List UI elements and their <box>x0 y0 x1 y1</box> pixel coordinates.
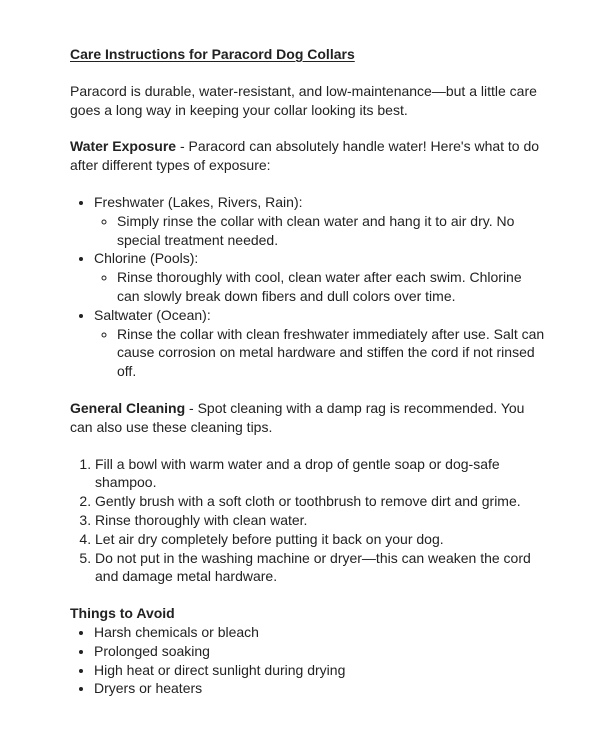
list-item-term: Chlorine (Pools): <box>94 250 199 267</box>
avoid-item: • Dryers or heaters <box>94 679 546 698</box>
list-item-detail: ◦ Rinse thoroughly with cool, clean water after each swim. Chlorine can slowly break down fibers and dull colors over time. <box>117 268 546 306</box>
step-item: 4. Let air dry completely before putting it back on your dog. <box>95 530 546 549</box>
water-exposure-text: - Paracord can absolutely handle water! Here's what to do after different types of exposure: <box>70 138 540 174</box>
avoid-item: • Prolonged soaking <box>94 642 546 661</box>
list-item <box>94 249 546 305</box>
list-item-term: Freshwater (Lakes, Rivers, Rain): <box>94 193 303 210</box>
general-cleaning-text: - Spot cleaning with a damp rag is recommended. You can also use these cleaning tips. <box>70 399 525 435</box>
list-item <box>94 193 546 249</box>
step-item: 1. Fill a bowl with warm water and a drop of gentle soap or dog-safe shampoo. <box>95 455 546 493</box>
cleaning-steps-list <box>70 455 546 587</box>
things-to-avoid-list <box>70 623 546 698</box>
water-exposure-paragraph <box>70 137 546 175</box>
list-item-detail: ◦ Rinse the collar with clean freshwater immediately after use. Salt can cause corrosion on metal hardware and stiffen the cord if not rinsed off. <box>117 325 546 381</box>
document-title: Care Instructions for Paracord Dog Collars <box>70 46 355 62</box>
step-item: 3. Rinse thoroughly with clean water. <box>95 511 546 530</box>
list-item-detail: ◦ Simply rinse the collar with clean water and hang it to air dry. No special treatment needed. <box>117 212 546 250</box>
step-item: 2. Gently brush with a soft cloth or toothbrush to remove dirt and grime. <box>95 492 546 511</box>
step-item: 5. Do not put in the washing machine or dryer—this can weaken the cord and damage metal hardware. <box>95 549 546 587</box>
water-exposure-label: Water Exposure <box>70 138 177 155</box>
water-exposure-list <box>70 193 546 381</box>
avoid-item: • High heat or direct sunlight during drying <box>94 661 546 680</box>
sub-list <box>94 325 546 381</box>
list-item <box>94 306 546 381</box>
things-to-avoid-heading: Things to Avoid <box>70 605 175 622</box>
list-item-term: Saltwater (Ocean): <box>94 306 211 323</box>
avoid-item: • Harsh chemicals or bleach <box>94 623 546 642</box>
intro-paragraph: Paracord is durable, water-resistant, and low-maintenance—but a little care goes a long way in keeping your collar looking its best. <box>70 82 537 118</box>
general-cleaning-paragraph <box>70 399 546 437</box>
sub-list <box>94 212 546 250</box>
general-cleaning-label: General Cleaning <box>70 399 186 416</box>
sub-list <box>94 268 546 306</box>
